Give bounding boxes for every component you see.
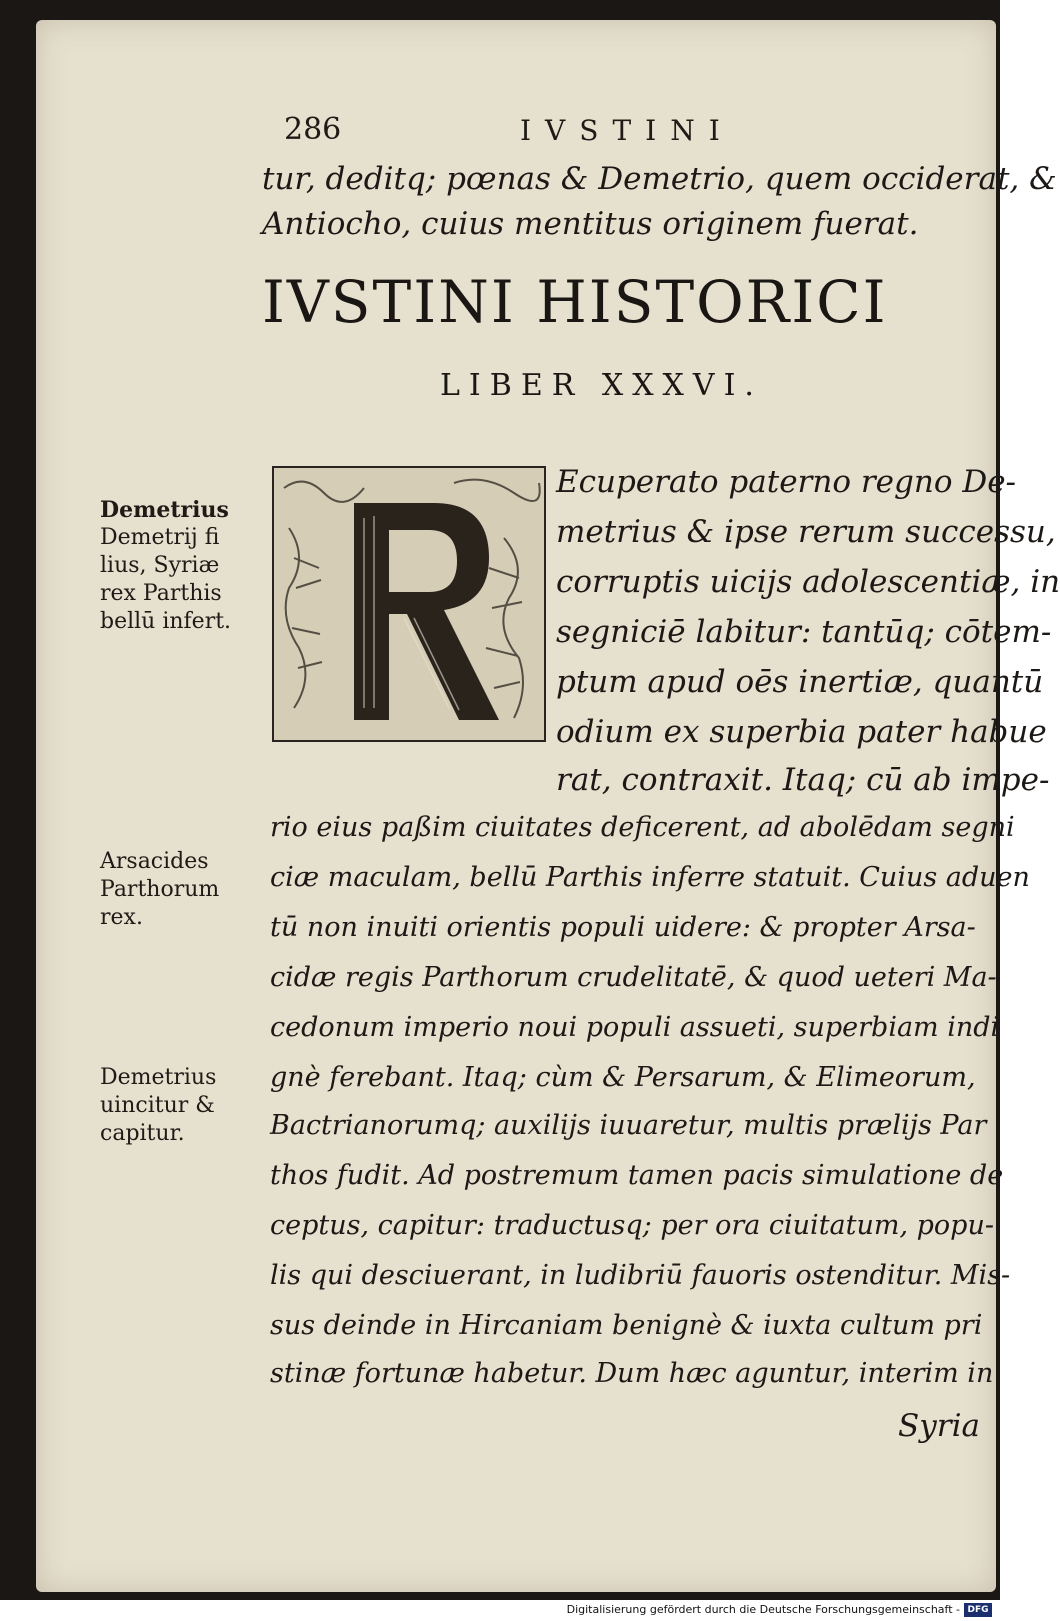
margin-note-line: capitur. (100, 1121, 185, 1146)
margin-note-line: Demetrius (100, 497, 229, 523)
text-line: lis qui desciuerant, in ludibriū fauoris ostenditur. Mis- (270, 1260, 1011, 1291)
text-line: Bactrianorumq; auxilijs iuuaretur, multis prælijs Par (270, 1110, 987, 1141)
margin-note-line: bellū infert. (100, 609, 232, 634)
text-line: Antiocho, cuius mentitus originem fuerat. (262, 206, 919, 242)
text-line: tū non inuiti orientis populi uidere: & propter Arsa- (270, 912, 976, 943)
margin-note-line: Arsacides (100, 849, 209, 874)
margin-note-line: Demetrij fi (100, 525, 220, 550)
text-line: Ecuperato paterno regno De- (556, 464, 1017, 500)
text-line: rat, contraxit. Itaq; cū ab impe- (556, 762, 1050, 798)
text-line: stinæ fortunæ habetur. Dum hæc aguntur, interim in (270, 1358, 994, 1389)
text-line: gnè ferebant. Itaq; cùm & Persarum, & Elimeorum, (270, 1062, 976, 1093)
text-line: metrius & ipse rerum successu, (556, 514, 1056, 550)
margin-note (100, 848, 260, 932)
page-number: 286 (284, 112, 342, 147)
text-line: segniciē labitur: tantūq; cōtem- (556, 614, 1052, 650)
carry-over-text (262, 157, 1057, 247)
text-line: tur, deditq; pœnas & Demetrio, quem occiderat, & (262, 161, 1057, 197)
text-line: rio eius paßim ciuitates deficerent, ad abolēdam segni (270, 812, 1015, 843)
book-title: IVSTINI HISTORICI (262, 268, 888, 336)
text-line: cidæ regis Parthorum crudelitatē, & quod ueteri Ma- (270, 962, 997, 993)
book-subtitle: LIBER XXXVI. (440, 368, 763, 403)
decorated-initial-r (272, 466, 546, 742)
margin-note (100, 496, 260, 636)
margin-note-line: rex Parthis (100, 581, 222, 606)
page-header (0, 112, 1000, 156)
digitization-footer (0, 1600, 1000, 1621)
text-line: sus deinde in Hircaniam benignè & iuxta cultum pri (270, 1310, 983, 1341)
text-line: thos fudit. Ad postremum tamen pacis simulatione de (270, 1160, 1004, 1191)
margin-note-line: Demetrius (100, 1065, 217, 1090)
running-head: IVSTINI (520, 114, 734, 147)
book-page (36, 20, 1057, 1592)
margin-note-line: rex. (100, 905, 143, 930)
text-line: ciæ maculam, bellū Parthis inferre statuit. Cuius aduen (270, 862, 1030, 893)
margin-note-line: uincitur & (100, 1093, 215, 1118)
woodcut-initial-image (274, 468, 544, 740)
dfg-logo: DFG (964, 1603, 992, 1617)
margin-note (100, 1064, 260, 1148)
text-line: ceptus, capitur: traductusq; per ora ciuitatum, popu- (270, 1210, 994, 1241)
text-line: cedonum imperio noui populi assueti, superbiam indi (270, 1012, 1000, 1043)
text-line: odium ex superbia pater habue (556, 714, 1047, 750)
catchword: Syria (898, 1408, 980, 1444)
footer-credit: Digitalisierung gefördert durch die Deutsche Forschungsgemeinschaft - (566, 1603, 960, 1616)
text-line: ptum apud oēs inertiæ, quantū (556, 664, 1044, 700)
margin-note-line: Parthorum (100, 877, 220, 902)
text-line: corruptis uicijs adolescentiæ, in (556, 564, 1060, 600)
margin-note-line: lius, Syriæ (100, 553, 220, 578)
